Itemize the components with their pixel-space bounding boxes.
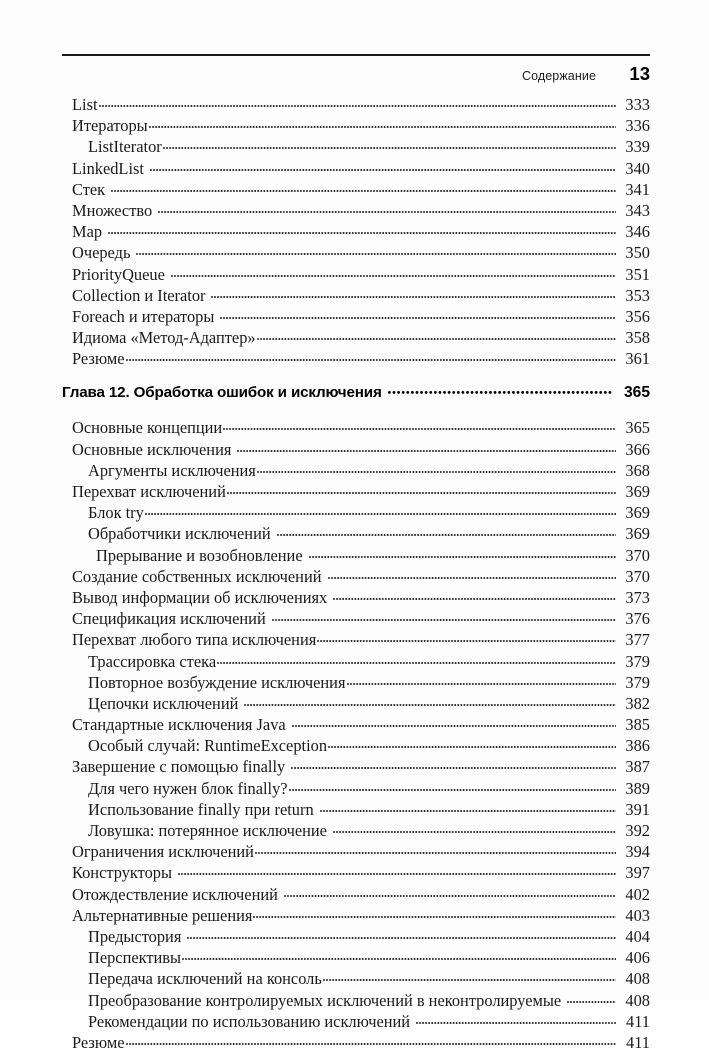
toc-entry-label: Трассировка стека bbox=[88, 651, 217, 671]
toc-entry[interactable] bbox=[62, 1011, 650, 1032]
toc-entry-label: Использование finally при return bbox=[88, 799, 314, 819]
toc-entry[interactable] bbox=[62, 820, 650, 841]
toc-entry-page-number: 373 bbox=[625, 587, 650, 607]
toc-entry-label: Итераторы bbox=[72, 116, 148, 136]
leader-dots bbox=[388, 383, 613, 397]
toc-entry[interactable] bbox=[62, 629, 650, 650]
toc-entry[interactable] bbox=[62, 136, 650, 157]
toc-entry-label: Основные исключения bbox=[72, 439, 232, 459]
toc-entry-page-number: 356 bbox=[625, 306, 650, 326]
leader-dots bbox=[158, 202, 616, 216]
toc-entry-page-number: 370 bbox=[625, 566, 650, 586]
toc-entry-page-number: 370 bbox=[625, 545, 650, 565]
chapter-title: Глава 12. Обработка ошибок и исключения bbox=[62, 384, 382, 402]
leader-dots bbox=[145, 504, 616, 518]
toc-entry[interactable] bbox=[62, 566, 650, 587]
toc-entry-page-number: 392 bbox=[625, 821, 650, 840]
toc-entry[interactable] bbox=[62, 884, 650, 905]
toc-entry-page-number: 394 bbox=[625, 842, 650, 862]
leader-dots bbox=[272, 610, 616, 624]
toc-entry[interactable] bbox=[62, 778, 650, 799]
leader-dots bbox=[163, 138, 616, 152]
toc-entry-label: Collection и Iterator bbox=[72, 285, 206, 305]
leader-dots bbox=[99, 96, 617, 110]
toc-entry-page-number: 406 bbox=[625, 948, 650, 968]
toc-entry-label: Аргументы исключения bbox=[88, 460, 256, 480]
toc-entry-page-number: 361 bbox=[625, 349, 650, 369]
section-title: Содержание bbox=[521, 69, 596, 84]
toc-entry[interactable] bbox=[62, 799, 650, 820]
toc-entry-label: Map bbox=[72, 222, 103, 242]
toc-entry-label: Цепочки исключений bbox=[88, 693, 239, 713]
toc-entry[interactable] bbox=[62, 968, 650, 989]
toc-entry-label: Перехват исключений bbox=[72, 482, 226, 501]
toc-entry-label: Резюме bbox=[72, 1032, 125, 1052]
toc-entry-label: Для чего нужен блок finally? bbox=[88, 778, 288, 798]
toc-entry-page-number: 377 bbox=[625, 630, 650, 650]
toc-entry-page-number: 340 bbox=[625, 158, 650, 178]
toc-entry-label: Очередь bbox=[72, 243, 131, 263]
toc-entry[interactable] bbox=[62, 115, 650, 136]
leader-dots bbox=[149, 117, 616, 131]
header-rule bbox=[62, 54, 650, 56]
toc-entry-label: Отождествление исключений bbox=[72, 884, 278, 904]
leader-dots bbox=[187, 928, 616, 942]
toc-entry-label: Повторное возбуждение исключения bbox=[88, 672, 346, 692]
toc-entry-page-number: 389 bbox=[625, 778, 650, 798]
leader-dots bbox=[328, 568, 617, 582]
leader-dots bbox=[244, 695, 616, 709]
toc-entry-page-number: 391 bbox=[625, 799, 650, 819]
table-of-contents bbox=[62, 94, 650, 1053]
toc-entry-label: Преобразование контролируемых исключений в неконтролируемые bbox=[88, 990, 562, 1010]
toc-entry-page-number: 369 bbox=[625, 524, 650, 544]
leader-dots bbox=[289, 780, 616, 794]
leader-dots bbox=[309, 547, 616, 561]
leader-dots bbox=[111, 181, 616, 195]
toc-entry[interactable] bbox=[62, 460, 650, 481]
toc-entry[interactable] bbox=[62, 417, 650, 438]
toc-entry-label: Блок try bbox=[88, 503, 144, 523]
leader-dots bbox=[108, 223, 616, 237]
toc-entry[interactable] bbox=[62, 158, 650, 179]
toc-entry-label: Основные концепции bbox=[72, 418, 223, 438]
toc-entry-label: Foreach и итераторы bbox=[72, 306, 215, 326]
leader-dots bbox=[136, 244, 616, 258]
toc-entry-page-number: 365 bbox=[625, 418, 650, 438]
toc-entry-page-number: 387 bbox=[625, 757, 650, 777]
toc-entry[interactable] bbox=[62, 242, 650, 263]
toc-entry-label: LinkedList bbox=[72, 158, 144, 178]
toc-entry-page-number: 404 bbox=[625, 926, 650, 946]
leader-dots bbox=[150, 160, 616, 174]
header-line bbox=[62, 63, 650, 85]
toc-entry[interactable] bbox=[62, 221, 650, 242]
toc-entry-label: Ограничения исключений bbox=[72, 842, 254, 862]
toc-entry[interactable] bbox=[62, 1032, 650, 1053]
toc-entry[interactable] bbox=[62, 651, 650, 672]
toc-entry[interactable] bbox=[62, 672, 650, 693]
leader-dots bbox=[182, 949, 616, 963]
toc-entry-page-number: 369 bbox=[625, 503, 650, 523]
toc-entry[interactable] bbox=[62, 756, 650, 777]
toc-entry-page-number: 341 bbox=[625, 179, 650, 199]
toc-entry[interactable] bbox=[62, 306, 650, 327]
toc-entry-page-number: 333 bbox=[625, 95, 650, 114]
toc-entry-page-number: 368 bbox=[625, 460, 650, 480]
toc-entry[interactable] bbox=[62, 587, 650, 608]
leader-dots bbox=[323, 970, 616, 984]
chapter-heading-row[interactable] bbox=[62, 383, 650, 407]
toc-entry[interactable] bbox=[62, 179, 650, 200]
toc-entry[interactable] bbox=[62, 94, 650, 115]
toc-entry-label: Прерывание и возобновление bbox=[96, 545, 303, 565]
toc-entry[interactable] bbox=[62, 714, 650, 735]
leader-dots bbox=[416, 1013, 616, 1027]
toc-entry[interactable] bbox=[62, 327, 650, 348]
toc-entry-page-number: 369 bbox=[625, 482, 650, 501]
leader-dots bbox=[255, 843, 616, 857]
toc-entry-label: PriorityQueue bbox=[72, 264, 165, 284]
leader-dots bbox=[126, 350, 616, 364]
running-head bbox=[62, 54, 650, 85]
leader-dots bbox=[126, 1034, 616, 1048]
leader-dots bbox=[223, 419, 616, 433]
toc-entry[interactable] bbox=[62, 439, 650, 460]
toc-entry-page-number: 336 bbox=[625, 116, 650, 136]
toc-entry-label: Обработчики исключений bbox=[88, 524, 271, 544]
toc-entry[interactable] bbox=[62, 545, 650, 566]
toc-entry-page-number: 346 bbox=[625, 222, 650, 242]
toc-entry-label: Перспективы bbox=[88, 948, 182, 968]
toc-entry-page-number: 358 bbox=[625, 328, 650, 348]
toc-entry[interactable] bbox=[62, 523, 650, 544]
toc-entry[interactable] bbox=[62, 264, 650, 285]
toc-entry-page-number: 343 bbox=[625, 200, 650, 220]
leader-dots bbox=[292, 716, 616, 730]
toc-entry[interactable] bbox=[62, 502, 650, 523]
toc-entry-label: Передача исключений на консоль bbox=[88, 969, 322, 989]
toc-entry-label: Спецификация исключений bbox=[72, 609, 266, 629]
toc-entry-label: Рекомендации по использованию исключений bbox=[88, 1011, 411, 1031]
leader-dots bbox=[217, 653, 616, 667]
toc-entry-label: Альтернативные решения bbox=[72, 905, 253, 925]
toc-entry-label: Ловушка: потерянное исключение bbox=[88, 821, 327, 840]
page-number: 13 bbox=[629, 63, 650, 85]
chapter-page-number: 365 bbox=[623, 384, 650, 402]
leader-dots bbox=[257, 329, 616, 343]
toc-entry-label: Множество bbox=[72, 200, 153, 220]
toc-entry-page-number: 402 bbox=[625, 884, 650, 904]
leader-dots bbox=[333, 589, 616, 603]
leader-dots bbox=[328, 737, 616, 751]
toc-entry-page-number: 411 bbox=[626, 1011, 650, 1031]
leader-dots bbox=[277, 525, 616, 539]
toc-entry-page-number: 382 bbox=[625, 693, 650, 713]
toc-entry[interactable] bbox=[62, 905, 650, 926]
toc-entry-label: Конструкторы bbox=[72, 863, 172, 883]
toc-entry-page-number: 385 bbox=[625, 715, 650, 735]
leader-dots bbox=[291, 758, 616, 772]
toc-entry-page-number: 376 bbox=[625, 609, 650, 629]
leader-dots bbox=[227, 483, 616, 497]
toc-entry-label: Стандартные исключения Java bbox=[72, 715, 286, 735]
toc-entry-label: Идиома «Метод-Адаптер» bbox=[72, 328, 256, 348]
leader-dots bbox=[284, 886, 616, 900]
toc-entry-label: Вывод информации об исключениях bbox=[72, 587, 328, 607]
leader-dots bbox=[178, 864, 616, 878]
toc-entry-label: Завершение с помощью finally bbox=[72, 757, 286, 777]
toc-entry[interactable] bbox=[62, 348, 650, 369]
toc-entry-page-number: 353 bbox=[625, 285, 650, 305]
toc-entry-page-number: 411 bbox=[626, 1032, 650, 1052]
toc-entry-group-exceptions bbox=[62, 417, 650, 1053]
toc-entry-page-number: 408 bbox=[625, 990, 650, 1010]
toc-entry[interactable] bbox=[62, 285, 650, 306]
toc-entry-label: List bbox=[72, 95, 98, 114]
toc-entry[interactable] bbox=[62, 200, 650, 221]
toc-entry-page-number: 366 bbox=[625, 439, 650, 459]
toc-entry-label: Создание собственных исключений bbox=[72, 566, 322, 586]
toc-entry-label: ListIterator bbox=[88, 137, 162, 157]
toc-entry-label: Предыстория bbox=[88, 926, 182, 946]
toc-entry-label: Стек bbox=[72, 179, 106, 199]
leader-dots bbox=[317, 631, 616, 645]
toc-entry-page-number: 351 bbox=[625, 264, 650, 284]
toc-entry[interactable] bbox=[62, 926, 650, 947]
toc-entry-page-number: 379 bbox=[625, 672, 650, 692]
leader-dots bbox=[211, 287, 616, 301]
toc-entry-group-collections bbox=[62, 94, 650, 369]
leader-dots bbox=[220, 308, 616, 322]
leader-dots bbox=[567, 992, 616, 1006]
toc-entry-page-number: 403 bbox=[625, 905, 650, 925]
toc-entry-page-number: 350 bbox=[625, 243, 650, 263]
leader-dots bbox=[237, 441, 616, 455]
leader-dots bbox=[320, 801, 616, 815]
leader-dots bbox=[257, 462, 616, 476]
toc-entry-page-number: 339 bbox=[625, 137, 650, 157]
toc-entry[interactable] bbox=[62, 947, 650, 968]
toc-entry-page-number: 386 bbox=[625, 736, 650, 756]
toc-entry-page-number: 397 bbox=[625, 863, 650, 883]
toc-entry-label: Особый случай: RuntimeException bbox=[88, 736, 328, 756]
toc-entry[interactable] bbox=[62, 841, 650, 862]
toc-entry-label: Резюме bbox=[72, 349, 125, 369]
toc-entry[interactable] bbox=[62, 608, 650, 629]
leader-dots bbox=[333, 822, 616, 836]
toc-entry-label: Перехват любого типа исключения bbox=[72, 630, 317, 650]
toc-entry[interactable] bbox=[62, 735, 650, 756]
toc-entry[interactable] bbox=[62, 862, 650, 883]
toc-entry[interactable] bbox=[62, 693, 650, 714]
toc-entry-page-number: 408 bbox=[625, 969, 650, 989]
leader-dots bbox=[347, 674, 617, 688]
toc-entry[interactable] bbox=[62, 990, 650, 1011]
leader-dots bbox=[171, 266, 616, 280]
toc-entry-page-number: 379 bbox=[625, 651, 650, 671]
leader-dots bbox=[253, 907, 616, 921]
toc-entry[interactable] bbox=[62, 481, 650, 502]
